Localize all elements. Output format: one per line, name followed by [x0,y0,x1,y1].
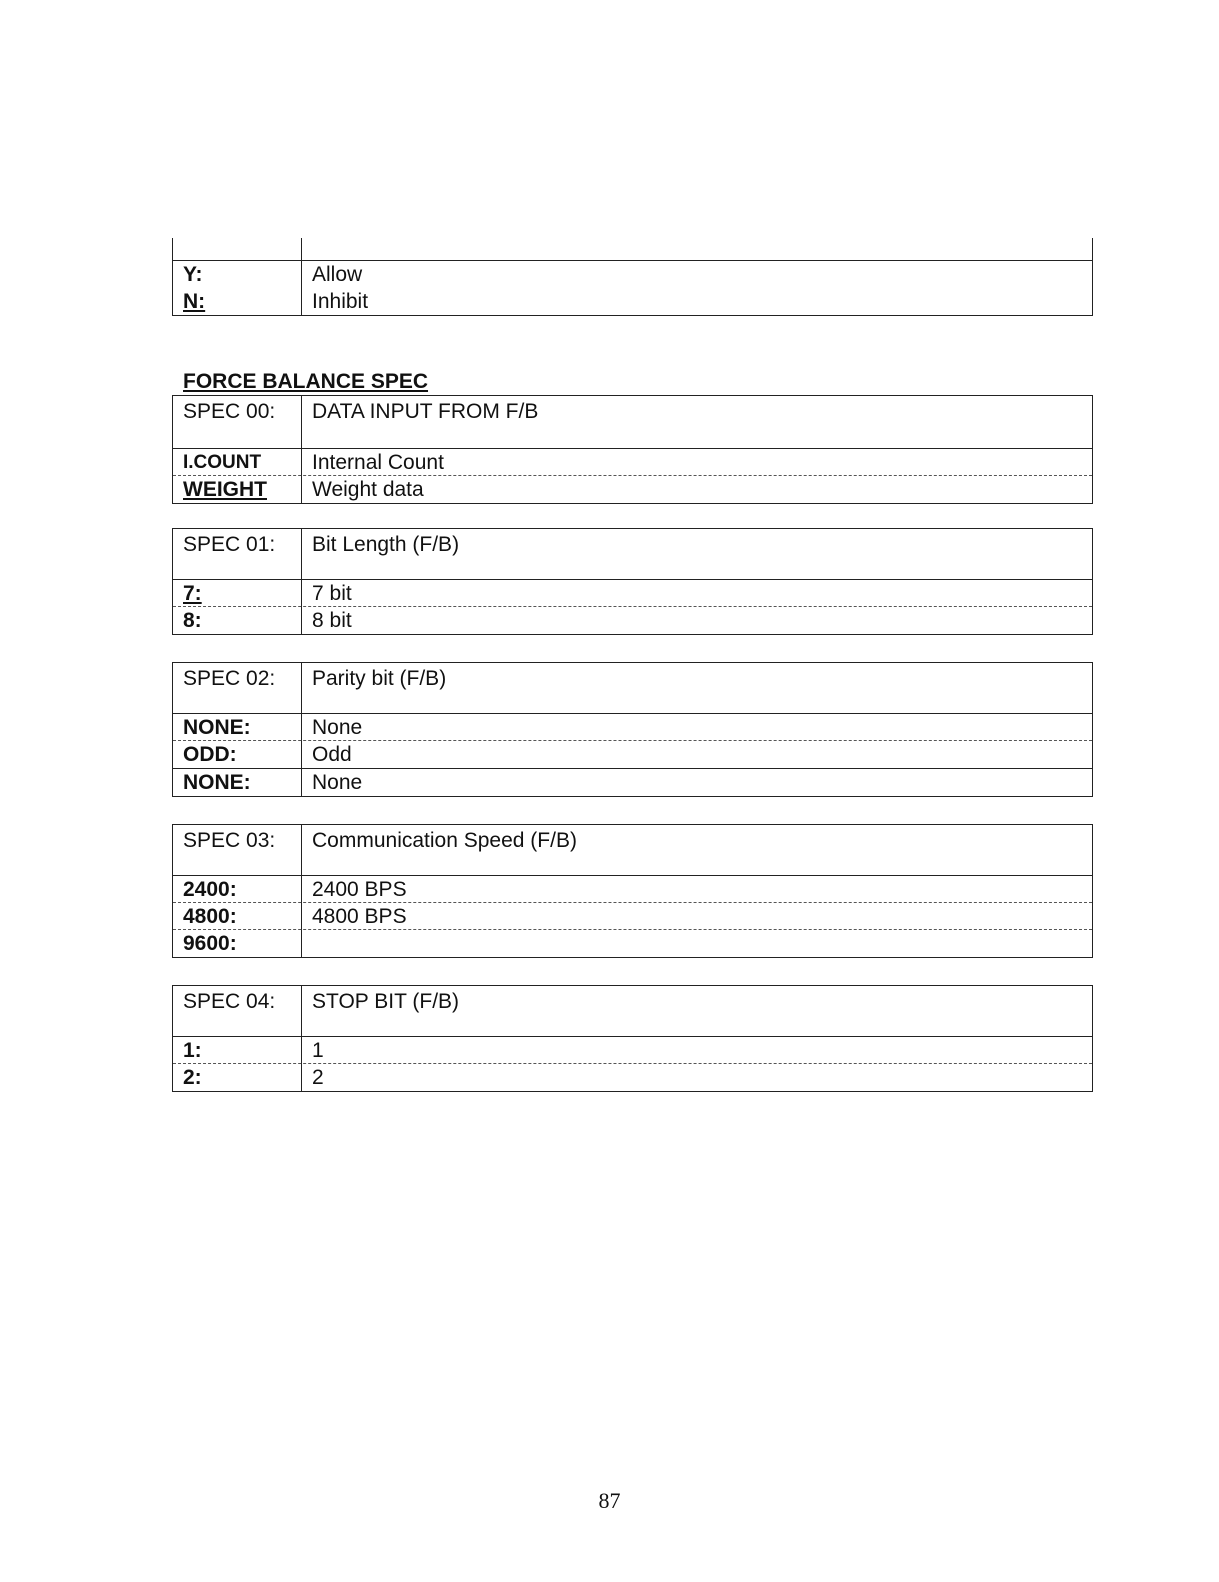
page-number: 87 [598,1488,621,1513]
spec-number: SPEC 04: [183,990,276,1013]
option-key: NONE: [183,771,251,794]
allow-inhibit-table [172,238,1093,316]
option-value: Odd [312,743,352,766]
spec-number: SPEC 00: [183,400,276,423]
option-key: 7: [183,582,202,605]
option-value: 1 [312,1039,324,1062]
table-row [173,476,1092,503]
table-row [173,260,1092,315]
spec-02-table [172,662,1093,797]
spec-00-table [172,395,1093,504]
table-row [173,1036,1092,1064]
section-title: FORCE BALANCE SPEC [183,370,429,393]
option-value: 7 bit [312,582,352,605]
spec-title: Communication Speed (F/B) [312,829,577,852]
table-row [173,741,1092,768]
spec-title: Parity bit (F/B) [312,667,447,690]
spec-04-table [172,985,1093,1092]
table-row [173,930,1092,957]
spec-header-row [173,396,1092,448]
option-key: 4800: [183,905,237,928]
option-value: None [312,716,363,739]
spec-number: SPEC 03: [183,829,276,852]
option-key: 9600: [183,932,237,955]
option-value: 2400 BPS [312,878,407,901]
spec-number: SPEC 01: [183,533,276,556]
table-row [173,607,1092,634]
spec-title: DATA INPUT FROM F/B [312,400,539,423]
spec-number: SPEC 02: [183,667,276,690]
option-key: Y: [183,263,203,286]
option-value: 4800 BPS [312,905,407,928]
table-row [173,903,1092,930]
option-key: N: [183,290,206,313]
spec-header-row [173,986,1092,1036]
option-key: I.COUNT [183,452,262,473]
spec-header-row [173,663,1092,713]
spec-header-row [173,825,1092,875]
option-key: 8: [183,609,202,632]
option-key: NONE: [183,716,251,739]
option-value: 8 bit [312,609,352,632]
spec-title: STOP BIT (F/B) [312,990,460,1013]
table-row [173,579,1092,607]
option-value: Internal Count [312,451,444,474]
option-key: ODD: [183,743,237,766]
spec-03-table [172,824,1093,958]
table-row [173,768,1092,796]
spec-header-row [173,529,1092,579]
option-key: WEIGHT [183,478,267,501]
option-value: 2 [312,1066,324,1089]
option-value: Inhibit [312,290,369,313]
table-row [173,713,1092,741]
option-value: Allow [312,263,363,286]
option-value: Weight data [312,478,424,501]
table-row [173,1064,1092,1091]
spec-title: Bit Length (F/B) [312,533,460,556]
option-key: 1: [183,1039,202,1062]
table-row [173,448,1092,476]
option-key: 2: [183,1066,202,1089]
spec-01-table [172,528,1093,635]
table-row [173,238,1092,260]
table-row [173,875,1092,903]
option-key: 2400: [183,878,237,901]
option-value: None [312,771,363,794]
